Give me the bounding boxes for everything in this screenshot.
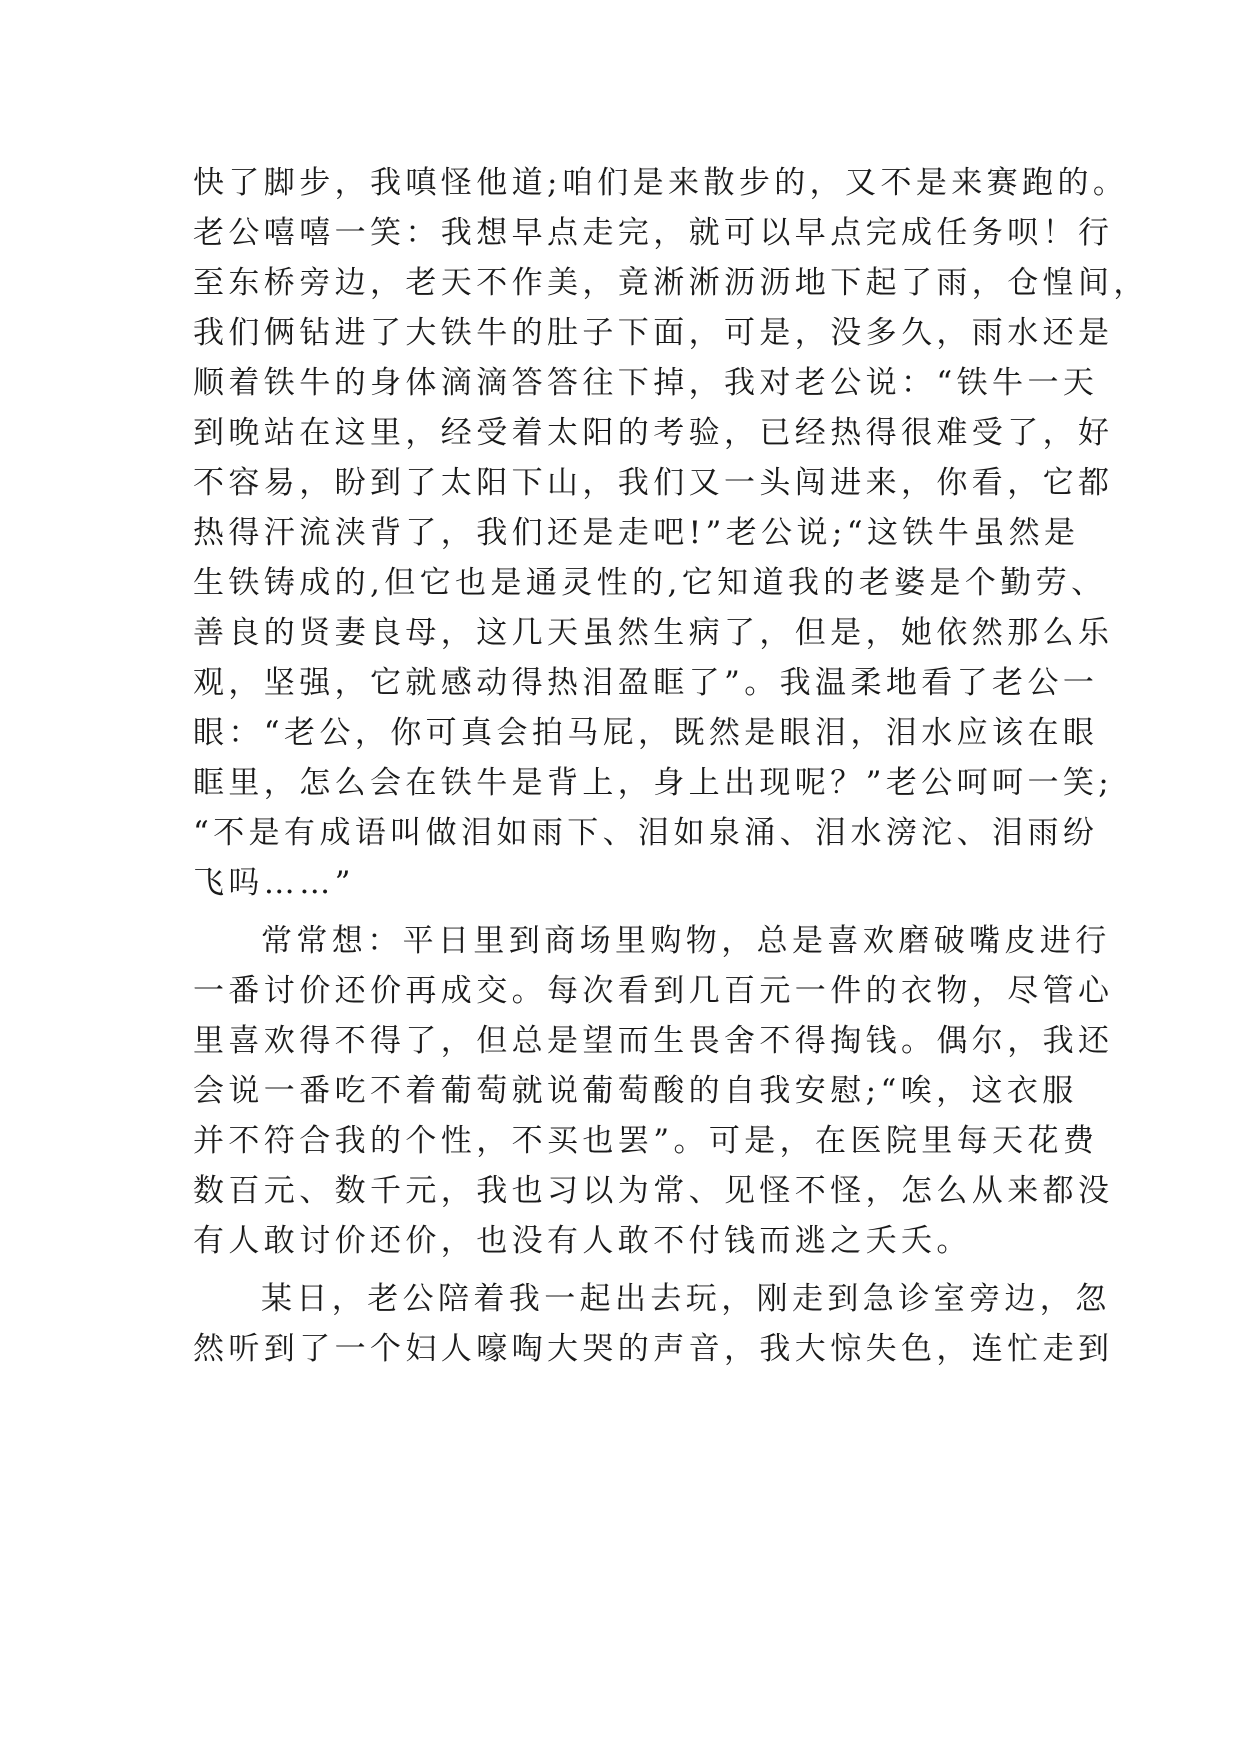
text-line: 有人敢讨价还价，也没有人敢不付钱而逃之夭夭。 <box>193 1223 972 1259</box>
text-line: 生铁铸成的,但它也是通灵性的,它知道我的老婆是个勤劳、 <box>193 565 1107 601</box>
text-line: 我们俩钻进了大铁牛的肚子下面，可是，没多久，雨水还是 <box>193 315 1114 351</box>
text-line: 热得汗流浃背了，我们还是走吧!”老公说;“这铁牛虽然是 <box>193 515 1080 551</box>
text-line: 快了脚步，我嗔怪他道;咱们是来散步的，又不是来赛跑的。 <box>193 165 1129 201</box>
paragraph-1 <box>193 158 1149 908</box>
text-line: 观，坚强，它就感动得热泪盈眶了”。我温柔地看了老公一 <box>193 665 1099 701</box>
text-line: 常常想：平日里到商场里购物，总是喜欢磨破嘴皮进行 <box>261 923 1111 959</box>
text-line: 眶里，怎么会在铁牛是背上，身上出现呢？”老公呵呵一笑; <box>193 765 1114 801</box>
text-line: 里喜欢得不得了，但总是望而生畏舍不得掏钱。偶尔，我还 <box>193 1023 1114 1059</box>
text-line: 会说一番吃不着葡萄就说葡萄酸的自我安慰;“唉，这衣服 <box>193 1073 1078 1109</box>
paragraph-2 <box>193 916 1114 1266</box>
text-line: 眼：“老公，你可真会拍马屁，既然是眼泪，泪水应该在眼 <box>193 715 1099 751</box>
body-text <box>193 158 1149 1382</box>
text-line: 某日，老公陪着我一起出去玩，刚走到急诊室旁边，忽 <box>261 1281 1111 1317</box>
paragraph-3 <box>193 1274 1114 1374</box>
text-line: 顺着铁牛的身体滴滴答答往下掉，我对老公说：“铁牛一天 <box>193 365 1099 401</box>
text-line: “不是有成语叫做泪如雨下、泪如泉涌、泪水滂沱、泪雨纷 <box>193 815 1099 851</box>
text-line: 并不符合我的个性，不买也罢”。可是，在医院里每天花费 <box>193 1123 1099 1159</box>
text-line: 然听到了一个妇人嚎啕大哭的声音，我大惊失色，连忙走到 <box>193 1331 1114 1367</box>
text-line: 一番讨价还价再成交。每次看到几百元一件的衣物，尽管心 <box>193 973 1114 1009</box>
text-line: 到晚站在这里，经受着太阳的考验，已经热得很难受了，好 <box>193 415 1114 451</box>
text-line: 善良的贤妻良母，这几天虽然生病了，但是，她依然那么乐 <box>193 615 1114 651</box>
text-line: 不容易，盼到了太阳下山，我们又一头闯进来，你看，它都 <box>193 465 1114 501</box>
text-line: 数百元、数千元，我也习以为常、见怪不怪，怎么从来都没 <box>193 1173 1114 1209</box>
text-line: 老公嘻嘻一笑：我想早点走完，就可以早点完成任务呗！行 <box>193 215 1114 251</box>
text-line: 至东桥旁边，老天不作美，竟淅淅沥沥地下起了雨，仓惶间， <box>193 265 1149 301</box>
text-line: 飞吗……” <box>193 865 355 901</box>
